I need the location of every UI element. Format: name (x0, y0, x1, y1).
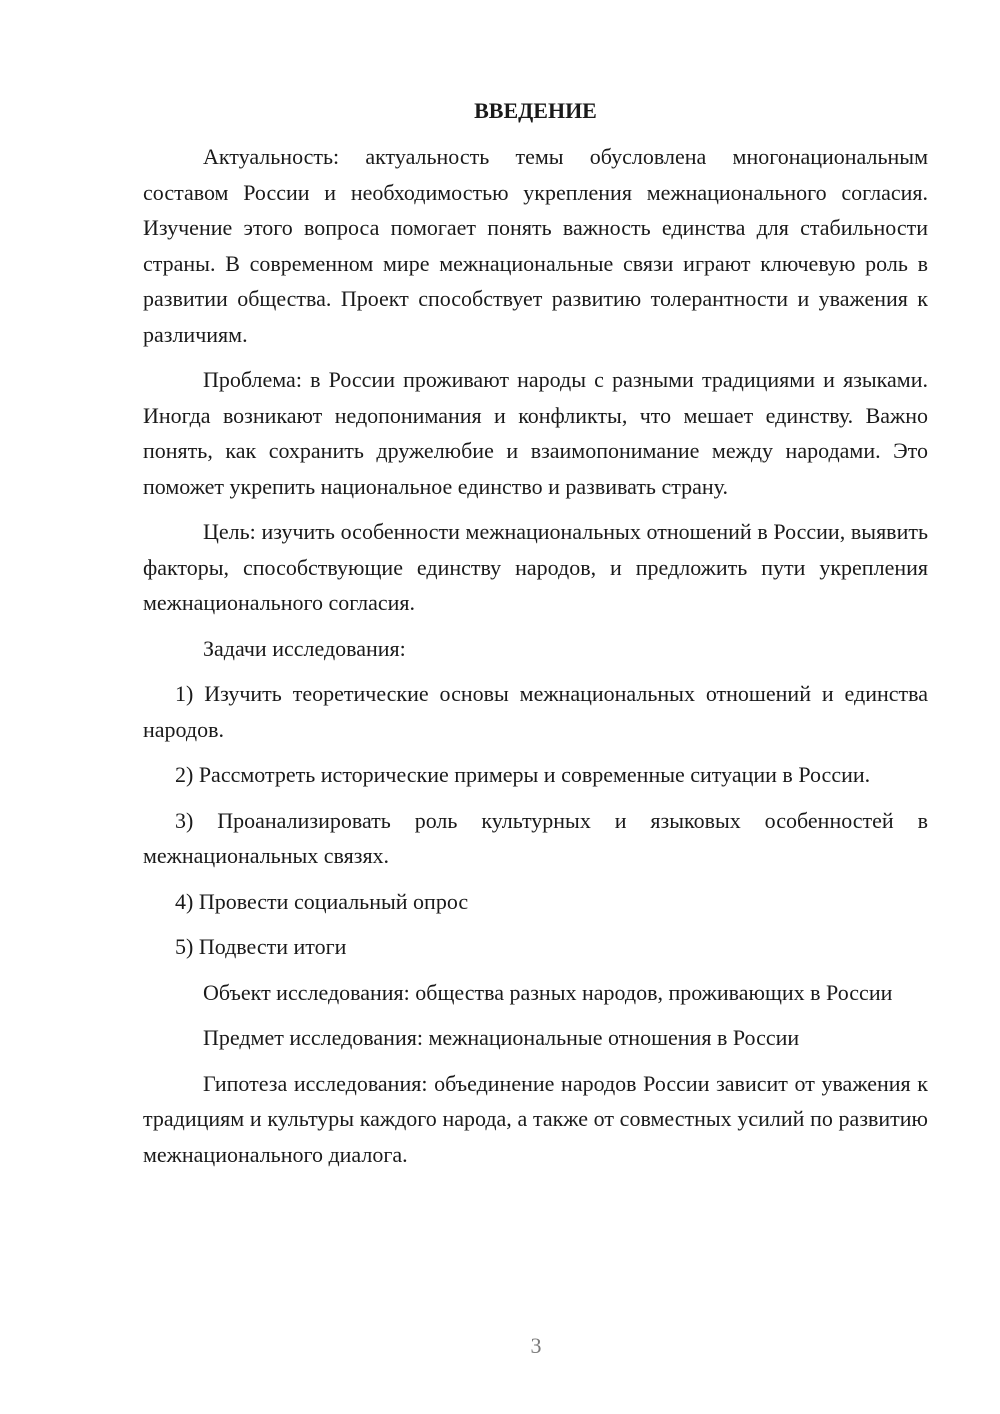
paragraph-object: Объект исследования: общества разных народов, проживающих в России (203, 979, 893, 1005)
paragraph-goal: Цель: изучить особенности межнациональных отношений в России, выявить факторы, способствующие единству народов, и предложить пути укрепления межнационального согласия. (143, 519, 928, 615)
page-number: 3 (530, 1333, 542, 1358)
paragraph-subject: Предмет исследования: межнациональные отношения в России (203, 1025, 800, 1050)
paragraph-tasks-heading: Задачи исследования: (203, 635, 406, 661)
task-item-3: 3) Проанализировать роль культурных и языковых особенностей в межнациональных связях. (143, 807, 928, 868)
task-item-5: 5) Подвести итоги (175, 934, 347, 959)
paragraph-hypothesis: Гипотеза исследования: объединение народов России зависит от уважения к традициям и культуры каждого народа, а также от совместных усилий по развитию межнационального диалога. (143, 1070, 928, 1167)
paragraph-relevance: Актуальность: актуальность темы обусловлена многонациональным составом России и необходимостью укрепления межнационального согласия. Изучение этого вопроса помогает понять важность единства для стабильности страны. В современном мире межнациональные связи играют ключевую роль в развитии общества. Проект способствует развитию толерантности и уважения к различиям. (143, 144, 928, 347)
task-item-4: 4) Провести социальный опрос (175, 888, 469, 914)
page-number-container (0, 1333, 1000, 1359)
task-item-2: 2) Рассмотреть исторические примеры и современные ситуации в России. (175, 762, 871, 787)
page-title: ВВЕДЕНИЕ (474, 98, 597, 123)
document-page (143, 95, 928, 1182)
task-item-1: 1) Изучить теоретические основы межнациональных отношений и единства народов. (143, 681, 928, 742)
paragraph-problem: Проблема: в России проживают народы с разными традициями и языками. Иногда возникают недопонимания и конфликты, что мешает единству. Важно понять, как сохранить дружелюбие и взаимопонимание между народами. Это поможет укрепить национальное единство и развивать страну. (143, 367, 928, 499)
